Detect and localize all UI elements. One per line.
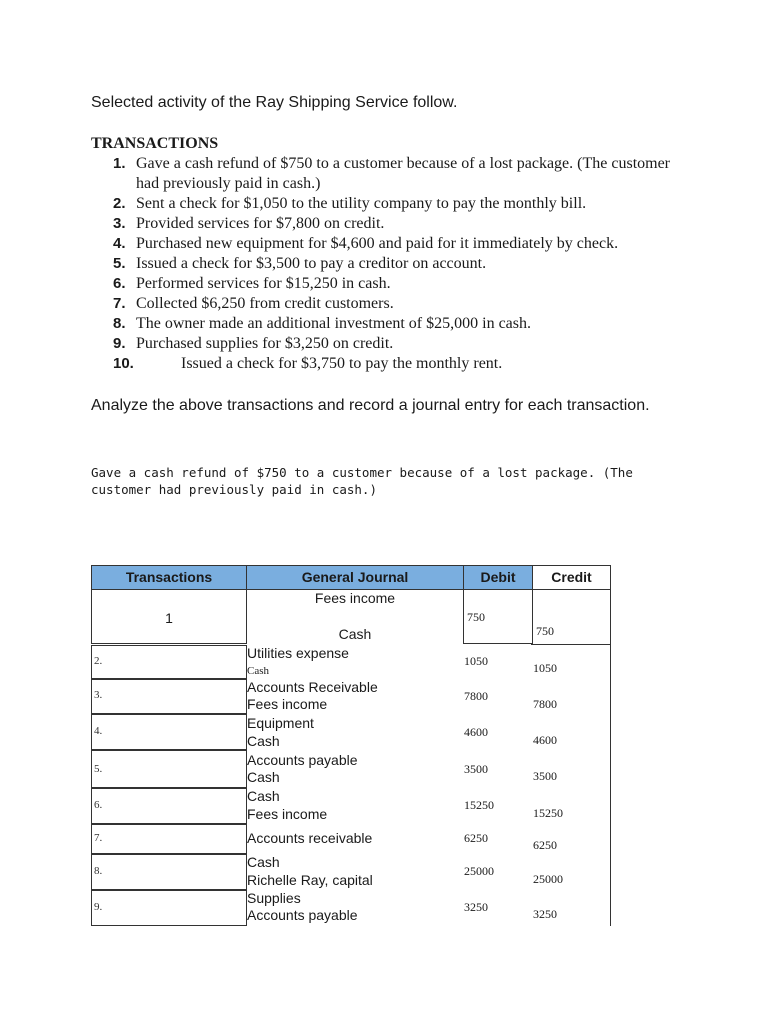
debit-account: Cash [247,788,280,804]
transaction-text: Issued a check for $3,500 to pay a creditor on account. [136,255,487,272]
credit-account: Cash [247,769,280,785]
transaction-cell [91,824,247,854]
transaction-number: 7. [113,295,126,312]
debit-cell [463,589,533,644]
row-label: 8. [94,865,103,877]
transaction-text: Performed services for $15,250 in cash. [136,275,391,292]
transaction-cell [91,788,247,824]
transaction-cell [91,679,247,714]
transaction-cell [91,890,247,926]
debit-amount: 25000 [464,864,494,878]
transaction-number: 2. [113,195,126,212]
transaction-text: The owner made an additional investment of $25,000 in cash. [136,315,532,332]
credit-cell-border [532,589,533,645]
intro-text: Selected activity of the Ray Shipping Service follow. [91,94,458,111]
debit-account: Utilities expense [247,645,349,661]
transaction-text: Issued a check for $3,750 to pay the monthly rent. [181,355,503,372]
debit-amount: 3250 [464,900,488,914]
transaction-number: 1. [113,155,126,172]
row-label: 2. [94,655,103,667]
credit-account: Accounts payable [247,907,358,923]
credit-amount: 6250 [533,838,557,852]
credit-amount: 750 [536,624,554,638]
transaction-cell [91,750,247,788]
header-credit: Credit [532,565,611,590]
debit-account: Cash [247,854,280,870]
credit-amount: 3500 [533,769,557,783]
credit-account: Richelle Ray, capital [247,872,373,888]
credit-amount: 15250 [533,806,563,820]
row-label: 7. [94,832,103,844]
transaction-text: Purchased new equipment for $4,600 and paid for it immediately by check. [136,235,619,252]
credit-account: Cash [247,733,280,749]
transaction-cell [91,645,247,679]
credit-amount: 4600 [533,733,557,747]
debit-account: Supplies [247,890,301,906]
credit-account: Cash [247,665,269,677]
debit-amount: 6250 [464,831,488,845]
header-debit: Debit [463,565,533,590]
debit-amount: 15250 [464,798,494,812]
credit-amount: 1050 [533,661,557,675]
debit-account: Accounts payable [247,752,358,768]
row-label: 3. [94,689,103,701]
transaction-number: 10. [113,355,134,372]
debit-amount: 7800 [464,689,488,703]
transaction-number: 5. [113,255,126,272]
transaction-text: Purchased supplies for $3,250 on credit. [136,335,394,352]
instruction-text: Analyze the above transactions and record a journal entry for each transaction. [91,397,650,414]
transaction-cell [91,589,247,644]
credit-account: Fees income [247,696,328,712]
header-general-journal: General Journal [246,565,464,590]
credit-amount: 3250 [533,907,557,921]
right-border [610,589,611,926]
debit-account: Equipment [247,715,314,731]
row-label: 1 [165,610,173,626]
transactions-heading: TRANSACTIONS [91,135,219,152]
transaction-text: Provided services for $7,800 on credit. [136,215,385,232]
transaction-text: Collected $6,250 from credit customers. [136,295,394,312]
transaction-cell [91,854,247,890]
transaction-number: 3. [113,215,126,232]
debit-amount: 4600 [464,725,488,739]
header-transactions: Transactions [91,565,247,590]
credit-account: Fees income [247,806,328,822]
row-label: 6. [94,799,103,811]
row-label: 9. [94,901,103,913]
transaction-number: 4. [113,235,126,252]
credit-amount: 7800 [533,697,557,711]
transaction-number: 8. [113,315,126,332]
debit-amount: 750 [467,610,485,624]
debit-account: Accounts Receivable [247,679,378,695]
row-label: 4. [94,725,103,737]
transaction-text: Sent a check for $1,050 to the utility company to pay the monthly bill. [136,195,587,212]
debit-account: Accounts receivable [247,830,373,846]
row-divider [531,644,611,645]
debit-amount: 1050 [464,654,488,668]
credit-account: Cash [338,626,372,642]
transaction-cell [91,714,247,750]
transaction-number: 6. [113,275,126,292]
transaction-number: 9. [113,335,126,352]
debit-account: Fees income [314,590,396,606]
row-label: 5. [94,763,103,775]
debit-amount: 3500 [464,762,488,776]
credit-amount: 25000 [533,872,563,886]
transaction-text: Gave a cash refund of $750 to a customer because of a lost package. (The customer had previously paid in cash.) [136,155,671,192]
first-transaction-note: Gave a cash refund of $750 to a customer because of a lost package. (The customer had previously paid in cash.) [91,465,633,497]
